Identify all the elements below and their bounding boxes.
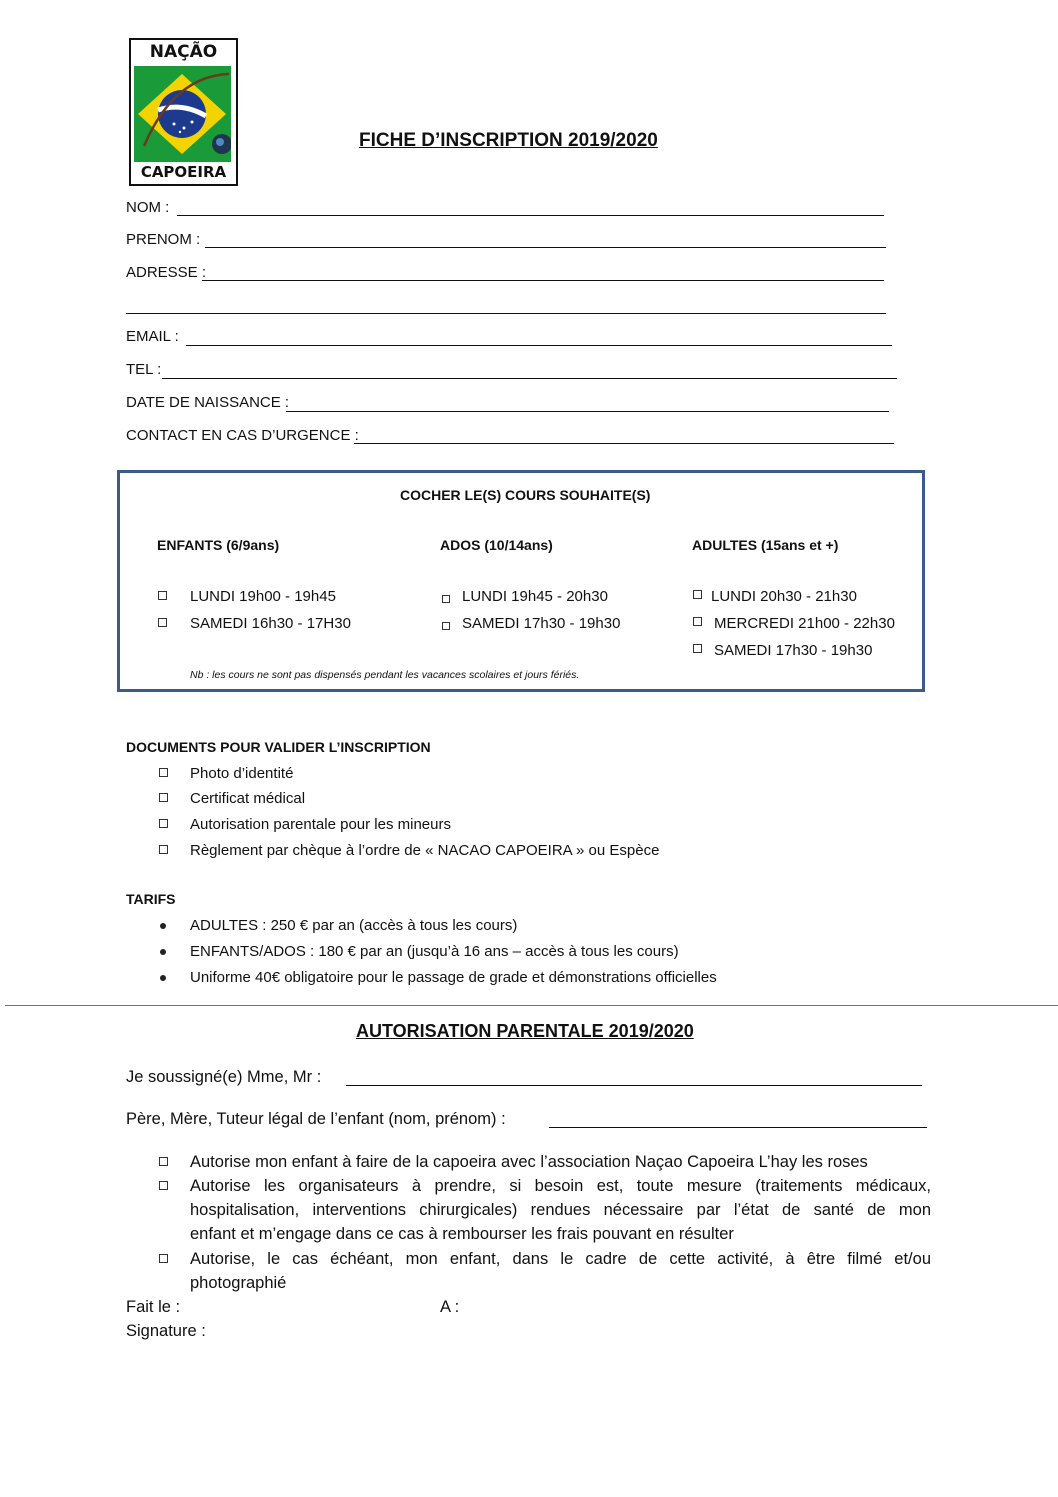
course-enfants-lundi: LUNDI 19h00 - 19h45 xyxy=(190,588,336,605)
checkbox-autorise-medical[interactable] xyxy=(159,1181,168,1190)
adresse-label: ADRESSE : xyxy=(126,264,207,281)
course-adultes-lundi: LUNDI 20h30 - 21h30 xyxy=(711,588,857,605)
course-ados-samedi: SAMEDI 17h30 - 19h30 xyxy=(462,615,621,632)
doc-photo: Photo d’identité xyxy=(190,765,294,782)
autorise-capoeira: Autorise mon enfant à faire de la capoeira avec l’association Naçao Capoeira L’hay les roses xyxy=(190,1153,868,1171)
date-naissance-field[interactable] xyxy=(286,411,889,412)
soussigne-field[interactable] xyxy=(346,1085,922,1086)
checkbox-autorise-photo[interactable] xyxy=(159,1254,168,1263)
adresse-field[interactable] xyxy=(202,280,884,281)
contact-urgence-label: CONTACT EN CAS D’URGENCE : xyxy=(126,427,359,444)
courses-note: Nb : les cours ne sont pas dispensés pendant les vacances scolaires et jours fériés. xyxy=(190,669,580,681)
group-title-ados: ADOS (10/14ans) xyxy=(440,537,553,553)
checkbox-enfants-lundi[interactable] xyxy=(158,591,167,600)
prenom-label: PRENOM : xyxy=(126,231,201,248)
tuteur-field[interactable] xyxy=(549,1127,927,1128)
course-adultes-mercredi: MERCREDI 21h00 - 22h30 xyxy=(714,615,895,632)
logo-top-text: NAÇÃO xyxy=(149,42,218,62)
page-title: FICHE D’INSCRIPTION 2019/2020 xyxy=(359,130,658,151)
documents-heading: DOCUMENTS POUR VALIDER L’INSCRIPTION xyxy=(126,739,431,755)
checkbox-doc-certificat[interactable] xyxy=(159,793,168,802)
checkbox-doc-photo[interactable] xyxy=(159,768,168,777)
checkbox-adultes-mercredi[interactable] xyxy=(693,617,702,626)
autorise-medical-line3: enfant et m’engage dans ce cas à rembourser les frais pouvant en résulter xyxy=(190,1225,734,1243)
soussigne-label: Je soussigné(e) Mme, Mr : xyxy=(126,1068,322,1086)
autorise-photo-line1: Autorise, le cas échéant, mon enfant, dans le cadre de cette activité, à être filmé et/ou xyxy=(190,1250,931,1268)
signature-label: Signature : xyxy=(126,1322,206,1340)
date-naissance-label: DATE DE NAISSANCE : xyxy=(126,394,290,411)
tel-label: TEL : xyxy=(126,361,162,378)
autorise-photo-line2: photographié xyxy=(190,1274,287,1292)
logo xyxy=(129,38,238,186)
section-divider xyxy=(5,1005,1058,1006)
checkbox-ados-lundi[interactable] xyxy=(442,595,450,603)
autorisation-title: AUTORISATION PARENTALE 2019/2020 xyxy=(356,1021,694,1041)
tarifs-heading: TARIFS xyxy=(126,891,176,907)
courses-heading: COCHER LE(S) COURS SOUHAITE(S) xyxy=(400,487,651,503)
nom-field[interactable] xyxy=(177,215,884,216)
brazil-flag-icon xyxy=(134,66,231,162)
tarif-enfants-ados: ENFANTS/ADOS : 180 € par an (jusqu’à 16 ans – accès à tous les cours) xyxy=(190,943,679,960)
group-title-enfants: ENFANTS (6/9ans) xyxy=(157,537,280,553)
email-label: EMAIL : xyxy=(126,328,179,345)
checkbox-enfants-samedi[interactable] xyxy=(158,618,167,627)
logo-bottom-text: CAPOEIRA xyxy=(140,163,227,181)
autorise-medical-line1: Autorise les organisateurs à prendre, si besoin est, toute mesure (traitements médicaux, xyxy=(190,1177,931,1195)
contact-urgence-field[interactable] xyxy=(354,443,894,444)
course-ados-lundi: LUNDI 19h45 - 20h30 xyxy=(462,588,608,605)
checkbox-adultes-lundi[interactable] xyxy=(693,590,702,599)
prenom-field[interactable] xyxy=(205,247,886,248)
fait-le-label: Fait le : xyxy=(126,1298,181,1316)
checkbox-ados-samedi[interactable] xyxy=(442,622,450,630)
nom-label: NOM : xyxy=(126,199,170,216)
tarif-uniforme: Uniforme 40€ obligatoire pour le passage de grade et démonstrations officielles xyxy=(190,969,717,986)
bullet-icon xyxy=(160,923,166,929)
checkbox-doc-reglement[interactable] xyxy=(159,845,168,854)
checkbox-adultes-samedi[interactable] xyxy=(693,644,702,653)
group-title-adultes: ADULTES (15ans et +) xyxy=(692,537,839,553)
adresse-field-line2[interactable] xyxy=(126,313,886,314)
bullet-icon xyxy=(160,975,166,981)
checkbox-doc-autorisation[interactable] xyxy=(159,819,168,828)
doc-autorisation: Autorisation parentale pour les mineurs xyxy=(190,816,451,833)
doc-reglement: Règlement par chèque à l’ordre de « NACAO CAPOEIRA » ou Espèce xyxy=(190,842,660,859)
tuteur-label: Père, Mère, Tuteur légal de l’enfant (nom, prénom) : xyxy=(126,1110,506,1128)
tel-field[interactable] xyxy=(162,378,897,379)
bullet-icon xyxy=(160,949,166,955)
checkbox-autorise-capoeira[interactable] xyxy=(159,1157,168,1166)
tarif-adultes: ADULTES : 250 € par an (accès à tous les cours) xyxy=(190,917,518,934)
course-enfants-samedi: SAMEDI 16h30 - 17H30 xyxy=(190,615,351,632)
a-label: A : xyxy=(440,1298,460,1316)
doc-certificat: Certificat médical xyxy=(190,790,306,807)
email-field[interactable] xyxy=(186,345,892,346)
autorise-medical-line2: hospitalisation, interventions chirurgicales) rendues nécessaire par l’état de santé de mon xyxy=(190,1201,931,1219)
course-adultes-samedi: SAMEDI 17h30 - 19h30 xyxy=(714,642,873,659)
